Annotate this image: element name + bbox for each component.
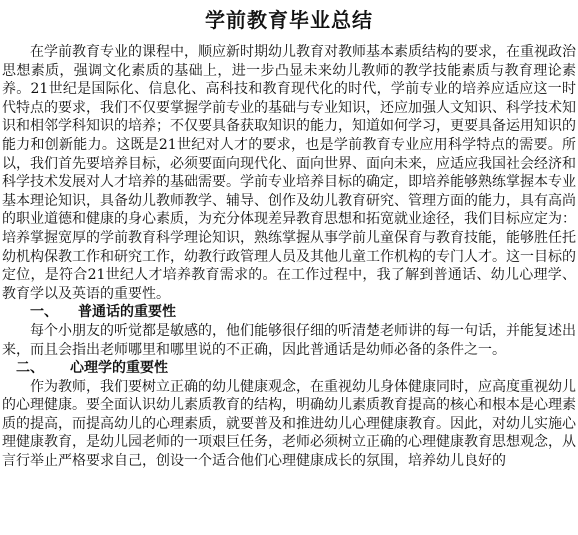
section-heading-psychology xyxy=(2,359,576,378)
section-heading-mandarin xyxy=(2,303,576,322)
section-number: 二、 xyxy=(16,360,44,377)
document-page xyxy=(2,0,576,535)
section-heading-text: 普通话的重要性 xyxy=(78,304,176,321)
section-heading-text: 心理学的重要性 xyxy=(70,360,168,377)
section-paragraph-psychology: 作为教师，我们要树立正确的幼儿健康观念，在重视幼儿身体健康同时，应高度重视幼儿的心理健康。要全面认识幼儿素质教育的结构，明确幼儿素质教育提高的核心和根本是心理素质的提高，而提高幼儿的心理素质，就要普及和推进幼儿心理健康教育。因此，对幼儿实施心理健康教育，是幼儿园老师的一项艰巨任务，老师必须树立正确的心理健康教育思想观念，从言行举止严格要求自己，创设一个适合他们心理健康成长的氛围，培养幼儿良好的 xyxy=(2,378,576,470)
intro-paragraph: 在学前教育专业的课程中，顺应新时期幼儿教育对教师基本素质结构的要求，在重视政治思想素质，强调文化素质的基础上，进一步凸显未来幼儿教师的教学技能素质与教育理论素养。21世纪是国际化、信息化、高科技和教育现代化的时代，学前专业的培养应适应这一时代特点的要求，我们不仅要掌握学前专业的基础与专业知识，还应加强人文知识、科学技术知识和相邻学科知识的培养；不仅要具备获取知识的能力，知道如何学习，更要具备运用知识的能力和创新能力。这既是21世纪对人才的要求，也是学前教育专业应用科学特点的需要。所以，我们首先要培养目标，必须要面向现代化、面向世界、面向未来，应适应我国社会经济和科学技术发展对人才培养的基础需要。学前专业培养目标的确定，即培养能够熟练掌握本专业基本理论知识，具备幼儿教师教学、辅导、创作及幼儿教育研究、管理方面的能力，具有高尚的职业道德和健康的身心素质，为充分体现差异教育思想和拓宽就业途径，我们目标应定为：培养掌握宽厚的学前教育科学理论知识，熟练掌握从事学前儿童保育与教育技能，能够胜任托幼机构保教工作和研究工作，幼教行政管理人员及其他儿童工作机构的专门人才。这一目标的定位，是符合21世纪人才培养教育需求的。在工作过程中，我了解到普通话、幼儿心理学、教育学以及英语的重要性。 xyxy=(2,44,576,302)
section-paragraph-mandarin: 每个小朋友的听觉都是敏感的，他们能够很仔细的听清楚老师讲的每一句话，并能复述出来，而且会指出老师哪里和哪里说的不正确，因此普通话是幼师必备的条件之一。 xyxy=(2,322,576,358)
section-number: 一、 xyxy=(30,304,58,321)
document-title: 学前教育毕业总结 xyxy=(205,8,373,32)
